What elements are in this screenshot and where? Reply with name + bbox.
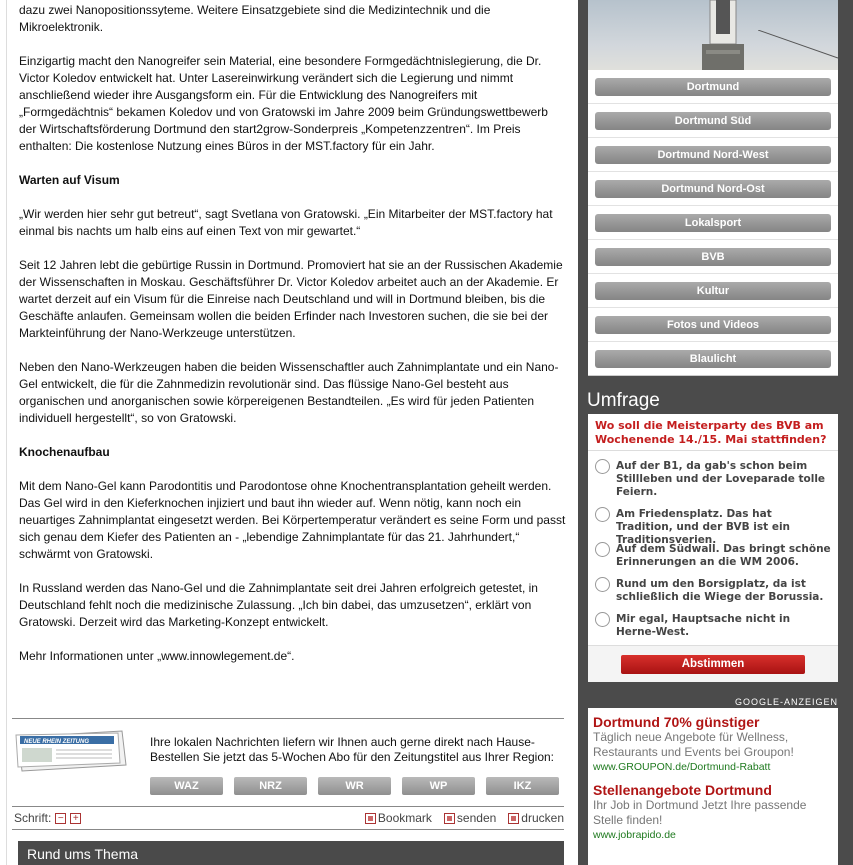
city-photo xyxy=(588,0,838,70)
vote-button[interactable]: Abstimmen xyxy=(621,655,805,674)
paper-button-wr[interactable]: WR xyxy=(318,777,391,795)
article-paragraph: dazu zwei Nanopositionssyteme. Weitere Einsatzgebiete sind die Medizintechnik und die Mikroelektronik. xyxy=(19,3,491,34)
font-size-label: Schrift: xyxy=(14,811,52,825)
mail-icon xyxy=(444,813,455,824)
poll-option[interactable] xyxy=(595,543,831,569)
ad-title[interactable]: Stellenangebote Dortmund xyxy=(593,782,772,798)
font-decrease-button[interactable]: − xyxy=(55,813,66,824)
article-paragraph: In Russland werden das Nano-Gel und die Zahnimplantate seit drei Jahren erfolgreich getestet, in Deutschland fehlt noch die medizinische Zulassung. „Ich bin dabei, das umzusetzen“, erklärt von Gratowski. Derzeit wird das Marketing-Konzept entwickelt. xyxy=(19,581,538,629)
poll-footer xyxy=(588,645,838,682)
nav-dortmund-nord-west[interactable]: Dortmund Nord-West xyxy=(595,146,831,164)
poll-option[interactable] xyxy=(595,508,831,547)
radio-button[interactable] xyxy=(595,459,610,474)
nav-divider xyxy=(588,205,838,206)
ad-title[interactable]: Dortmund 70% günstiger xyxy=(593,714,760,730)
paper-button-ikz[interactable]: IKZ xyxy=(486,777,559,795)
radio-button[interactable] xyxy=(595,507,610,522)
article-paragraph: Mit dem Nano-Gel kann Parodontitis und Parodontose ohne Knochentransplantation geheilt werden. Das Gel wird in den Kieferknochen injiziert und baut ihn wieder auf. Wenn nötig, kann noch ein neuartiges Zahnimplantat eingesetzt werden. Bei Körpertemperatur verändert es seine Form und passt sich genau dem Kiefer des Patienten an - „lebendige Zahnimplantate für das 21. Jahrhundert,“ schwärmt von Gratowski. xyxy=(19,479,566,561)
send-label: senden xyxy=(456,811,497,825)
sidebar xyxy=(578,0,853,865)
bookmark-link[interactable] xyxy=(365,811,432,825)
article-paragraph: Neben den Nano-Werkzeugen haben die beiden Wissenschaftler auch Zahnimplantate und ein Nano-Gel entwickelt, die für die Zahnmedizin revolutionär sind. Das flüssige Nano-Gel besteht aus organischen und anorganischen sowie körpereigenen Bestandteilen. „Es wird für jeden Patienten individuell hergestellt“, so von Gratowski. xyxy=(19,360,559,425)
newspaper-buttons xyxy=(150,777,559,795)
ad-item[interactable] xyxy=(593,714,833,774)
ad-description: Täglich neue Angebote für Wellness, Restaurants und Events bei Groupon! xyxy=(593,730,794,759)
article-subheading: Knochenaufbau xyxy=(19,445,110,459)
ads-label: GOOGLE-ANZEIGEN xyxy=(734,697,838,707)
poll-option[interactable] xyxy=(595,578,831,604)
google-ads xyxy=(588,708,838,865)
local-nav xyxy=(588,70,838,376)
logo-text: NEUE RHEIN ZEITUNG xyxy=(24,739,90,745)
radio-button[interactable] xyxy=(595,612,610,627)
nav-divider xyxy=(588,341,838,342)
poll-question: Wo soll die Meisterparty des BVB am Wochenende 14./15. Mai stattfinden? xyxy=(588,414,838,451)
nav-divider xyxy=(588,239,838,240)
article-paragraph: Einzigartig macht den Nanogreifer sein Material, eine besondere Formgedächtnislegierung, die Dr. Victor Koledov entwickelt hat. Unter Lasereinwirkung verändert sich die Legierung und nimmt anschließend wieder ihre Ausgangsform ein. Für die Entwicklung des Nanogreifers mit „Formgedächtnis“ bekamen Koledov und von Gratowski im Jahre 2009 beim Gründungswettbewerb der Wirtschaftsförderung Dortmund den start2grow-Sonderpreis „Kompetenzzentren“. Im Preis enthalten: Die kostenlose Nutzung eines Büros in der MST.factory für ein Jahr. xyxy=(19,54,548,153)
bookmark-icon xyxy=(365,813,376,824)
subscription-promo xyxy=(12,718,564,806)
article-actions xyxy=(365,811,564,825)
print-label: drucken xyxy=(521,811,564,825)
article-toolbar xyxy=(12,806,564,830)
nav-divider xyxy=(588,307,838,308)
ad-url[interactable]: www.jobrapido.de xyxy=(593,829,676,841)
nav-kultur[interactable]: Kultur xyxy=(595,282,831,300)
dortmund-u-tower-image xyxy=(688,0,758,70)
nav-lokalsport[interactable]: Lokalsport xyxy=(595,214,831,232)
poll-option-label: Rund um den Borsigplatz, da ist schließlich die Wiege der Borussia. xyxy=(616,578,824,603)
ad-description: Ihr Job in Dortmund Jetzt Ihre passende Stelle finden! xyxy=(593,798,807,827)
article-subheading: Warten auf Visum xyxy=(19,173,120,187)
font-size-control xyxy=(14,811,81,825)
send-link[interactable] xyxy=(444,811,496,825)
ad-item[interactable] xyxy=(593,782,833,842)
printer-icon xyxy=(508,813,519,824)
poll-option-label: Auf dem Südwall. Das bringt schöne Erinnerungen an die WM 2006. xyxy=(616,543,831,568)
nav-bvb[interactable]: BVB xyxy=(595,248,831,266)
print-link[interactable] xyxy=(508,811,564,825)
newspaper-logo[interactable] xyxy=(14,729,130,773)
article-paragraph: Mehr Informationen unter „www.innowlegement.de“. xyxy=(19,649,295,663)
nav-divider xyxy=(588,273,838,274)
nav-dortmund[interactable]: Dortmund xyxy=(595,78,831,96)
poll-option[interactable] xyxy=(595,613,831,639)
poll-title: Umfrage xyxy=(587,390,660,411)
radio-button[interactable] xyxy=(595,542,610,557)
poll-option[interactable] xyxy=(595,460,831,499)
nav-dortmund-sued[interactable]: Dortmund Süd xyxy=(595,112,831,130)
cable-decor xyxy=(758,30,838,60)
nav-dortmund-nord-ost[interactable]: Dortmund Nord-Ost xyxy=(595,180,831,198)
paper-button-waz[interactable]: WAZ xyxy=(150,777,223,795)
nav-divider xyxy=(588,103,838,104)
radio-button[interactable] xyxy=(595,577,610,592)
font-increase-button[interactable]: + xyxy=(70,813,81,824)
poll-option-label: Mir egal, Hauptsache nicht in Herne-West. xyxy=(616,613,791,638)
nav-divider xyxy=(588,137,838,138)
poll xyxy=(588,414,838,682)
nav-blaulicht[interactable]: Blaulicht xyxy=(595,350,831,368)
poll-option-label: Am Friedensplatz. Das hat Tradition, und der BVB ist ein Traditionsverien. xyxy=(616,508,791,546)
paper-button-wp[interactable]: WP xyxy=(402,777,475,795)
article-body xyxy=(7,0,572,665)
promo-text: Ihre lokalen Nachrichten liefern wir Ihnen auch gerne direkt nach Hause- Bestellen Sie jetzt das 5-Wochen Abo für den Zeitungstitel aus Ihrer Region: xyxy=(150,735,555,764)
bookmark-label: Bookmark xyxy=(377,811,432,825)
article-paragraph: „Wir werden hier sehr gut betreut“, sagt Svetlana von Gratowski. „Ein Mitarbeiter der MST.factory hat einmal bis nachts um halb eins auf einen Text von mir gewartet.“ xyxy=(19,207,553,238)
ad-url[interactable]: www.GROUPON.de/Dortmund-Rabatt xyxy=(593,761,771,773)
nav-fotos-videos[interactable]: Fotos und Videos xyxy=(595,316,831,334)
poll-option-label: Auf der B1, da gab's schon beim Stillleben und der Loveparade tolle Feiern. xyxy=(616,460,826,498)
paper-button-nrz[interactable]: NRZ xyxy=(234,777,307,795)
related-section-header: Rund ums Thema xyxy=(18,841,564,865)
article-paragraph: Seit 12 Jahren lebt die gebürtige Russin in Dortmund. Promoviert hat sie an der Russischen Akademie der Wissenschaften in Moskau. Geschäftsführer Dr. Victor Koledov arbeitet auch an der Akademie. Er wartet derzeit auf ein Visum für die Einreise nach Deutschland und will in Dortmund bleiben, bis die Geschäfte anlaufen. Gemeinsam wollen die beiden Erfinder nach Investoren suchen, die sie bei der Markteinführung der Nano-Werkzeuge unterstützen. xyxy=(19,258,563,340)
nav-divider xyxy=(588,171,838,172)
